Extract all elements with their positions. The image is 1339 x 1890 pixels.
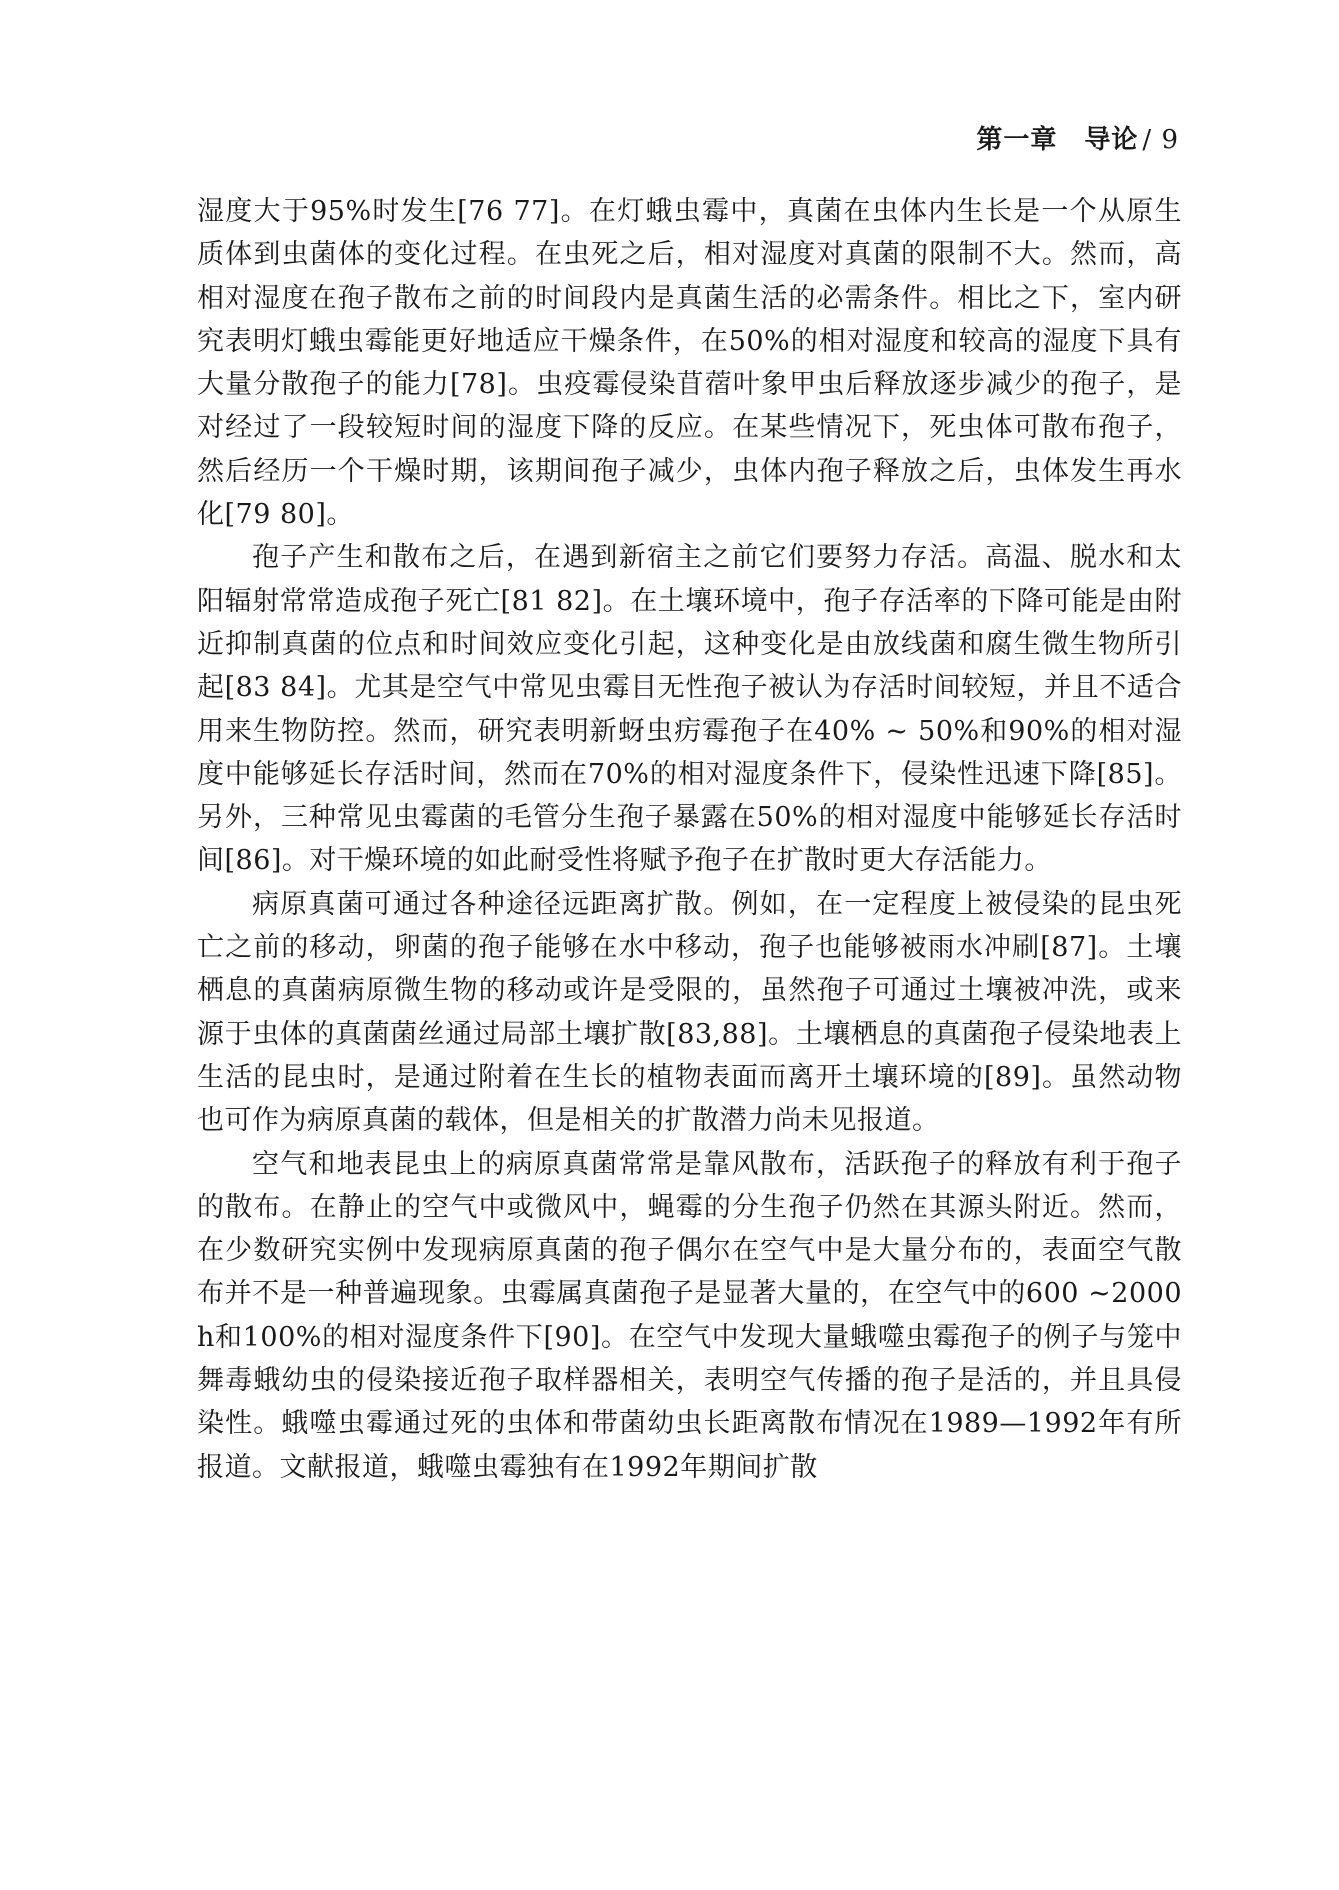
chapter-title: 第一章 导论: [976, 125, 1139, 155]
paragraph-4: 空气和地表昆虫上的病原真菌常常是靠风散布，活跃孢子的释放有利于孢子的散布。在静止的空气中或微风中，蝇霉的分生孢子仍然在其源头附近。然而，在少数研究实例中发现病原真菌的孢子偶尔在空气中是大量分布的，表面空气散布并不是一种普遍现象。虫霉属真菌孢子是显著大量的，在空气中的600 ~2000 h和100%的相对湿度条件下[90]。在空气中发现大量蛾噬虫霉孢子的例子与笼中舞毒蛾幼虫的侵染接近孢子取样器相关，表明空气传播的孢子是活的，并且具侵染性。蛾噬虫霉通过死的虫体和带菌幼虫长距离散布情况在1989—1992年有所报道。文献报道，蛾噬虫霉独有在1992年期间扩散: [197, 1148, 1182, 1483]
paragraph-1: 湿度大于95%时发生[76 77]。在灯蛾虫霉中，真菌在虫体内生长是一个从原生质体到虫菌体的变化过程。在虫死之后，相对湿度对真菌的限制不大。然而，高相对湿度在孢子散布之前的时间段内是真菌生活的必需条件。相比之下，室内研究表明灯蛾虫霉能更好地适应干燥条件，在50%的相对湿度和较高的湿度下具有大量分散孢子的能力[78]。虫疫霉侵染苜蓿叶象甲虫后释放逐步减少的孢子，是对经过了一段较短时间的湿度下降的反应。在某些情况下，死虫体可散布孢子，然后经历一个干燥时期，该期间孢子减少，虫体内孢子释放之后，虫体发生再水化[79 80]。: [197, 196, 1182, 531]
header-separator: /: [1142, 125, 1153, 155]
running-header: [976, 122, 1179, 158]
page-number: 9: [1161, 125, 1179, 155]
paragraph-3: 病原真菌可通过各种途径远距离扩散。例如，在一定程度上被侵染的昆虫死亡之前的移动，卵菌的孢子能够在水中移动，孢子也能够被雨水冲刷[87]。土壤栖息的真菌病原微生物的移动或许是受限的，虽然孢子可通过土壤被冲洗，或来源于虫体的真菌菌丝通过局部土壤扩散[83,88]。土壤栖息的真菌孢子侵染地表上生活的昆虫时，是通过附着在生长的植物表面而离开土壤环境的[89]。虽然动物也可作为病原真菌的载体，但是相关的扩散潜力尚未见报道。: [197, 888, 1182, 1137]
body-text: [197, 190, 1182, 1489]
paragraph-2: 孢子产生和散布之后，在遇到新宿主之前它们要努力存活。高温、脱水和太阳辐射常常造成孢子死亡[81 82]。在土壤环境中，孢子存活率的下降可能是由附近抑制真菌的位点和时间效应变化引起，这种变化是由放线菌和腐生微生物所引起[83 84]。尤其是空气中常见虫霉目无性孢子被认为存活时间较短，并且不适合用来生物防控。然而，研究表明新蚜虫疠霉孢子在40% ~ 50%和90%的相对湿度中能够延长存活时间，然而在70%的相对湿度条件下，侵染性迅速下降[85]。另外，三种常见虫霉菌的毛管分生孢子暴露在50%的相对湿度中能够延长存活时间[86]。对干燥环境的如此耐受性将赋予孢子在扩散时更大存活能力。: [197, 542, 1182, 877]
